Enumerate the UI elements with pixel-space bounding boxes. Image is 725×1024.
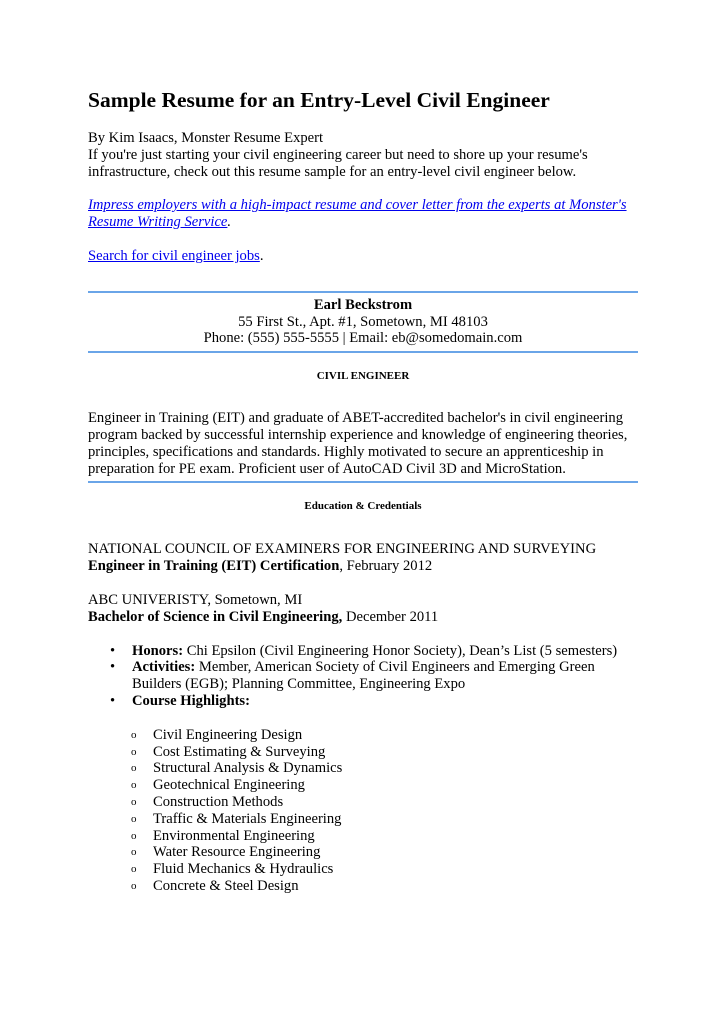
- circle-bullet-icon: o: [131, 863, 137, 876]
- course-item: [88, 861, 638, 878]
- course-item: [88, 828, 638, 845]
- candidate-phone-email: Phone: (555) 555-5555 | Email: eb@somedomain.com: [203, 330, 523, 347]
- course-name: Environmental Engineering: [153, 827, 315, 844]
- course-name: Geotechnical Engineering: [153, 777, 305, 794]
- course-name: Water Resource Engineering: [153, 844, 321, 861]
- circle-bullet-icon: o: [131, 762, 137, 775]
- course-name: Civil Engineering Design: [153, 726, 303, 743]
- course-name: Construction Methods: [153, 793, 284, 810]
- honors-item: [88, 643, 638, 660]
- course-name: Traffic & Materials Engineering: [153, 810, 342, 827]
- circle-bullet-icon: o: [131, 728, 137, 741]
- promo-paragraph: [88, 197, 638, 231]
- objective-summary: Engineer in Training (EIT) and graduate of ABET-accredited bachelor's in civil engineering program backed by successful internship experience and knowledge of engineering theories, principles, specifications and standards. Highly motivated to secure an apprenticeship in preparation for PE exam. Proficient user of AutoCAD Civil 3D and MicroStation.: [88, 410, 628, 477]
- circle-bullet-icon: o: [131, 829, 137, 842]
- degree-line: [88, 609, 638, 626]
- education-heading: Education & Credentials: [304, 500, 422, 513]
- degree-date: December 2011: [342, 608, 439, 625]
- circle-bullet-icon: o: [131, 779, 137, 792]
- page-title: Sample Resume for an Entry-Level Civil Engineer: [88, 88, 550, 112]
- circle-bullet-icon: o: [131, 879, 137, 892]
- course-item: [88, 794, 638, 811]
- search-paragraph: [88, 248, 638, 265]
- bullet-icon: •: [110, 692, 116, 709]
- course-name: Fluid Mechanics & Hydraulics: [153, 861, 334, 878]
- course-item: [88, 811, 638, 828]
- course-item: [88, 727, 638, 744]
- circle-bullet-icon: o: [131, 812, 137, 825]
- resume-document: [88, 86, 638, 895]
- bullet-icon: •: [110, 642, 116, 659]
- activities-text: Member, American Society of Civil Engineers and Emerging Green Builders (EGB); Planning Committee, Engineering Expo: [132, 659, 595, 693]
- candidate-name: Earl Beckstrom: [313, 296, 413, 313]
- honors-label: Honors:: [132, 642, 184, 659]
- education-bullets: [88, 643, 638, 710]
- school-name: ABC UNIVERISTY, Sometown, MI: [88, 591, 303, 608]
- course-item: [88, 760, 638, 777]
- degree-title: Bachelor of Science in Civil Engineering,: [88, 608, 343, 625]
- resume-writing-service-link[interactable]: Impress employers with a high-impact resume and cover letter from the experts at Monster's Resume Writing Service: [88, 197, 627, 231]
- course-name: Cost Estimating & Surveying: [153, 743, 326, 760]
- course-item: [88, 844, 638, 861]
- honors-text: Chi Epsilon (Civil Engineering Honor Society), Dean’s List (5 semesters): [183, 642, 618, 659]
- bullet-icon: •: [110, 659, 116, 676]
- courses-item: [88, 693, 638, 710]
- objective-heading: CIVIL ENGINEER: [316, 370, 410, 383]
- activities-item: [88, 659, 638, 693]
- circle-bullet-icon: o: [131, 846, 137, 859]
- activities-label: Activities:: [132, 659, 196, 676]
- search-suffix: .: [259, 247, 264, 264]
- byline: By Kim Isaacs, Monster Resume Expert: [88, 130, 324, 146]
- courses-label: Course Highlights:: [132, 692, 250, 709]
- cert-organization: NATIONAL COUNCIL OF EXAMINERS FOR ENGINEERING AND SURVEYING: [88, 541, 597, 558]
- cert-line: [88, 558, 638, 575]
- circle-bullet-icon: o: [131, 795, 137, 808]
- course-name: Concrete & Steel Design: [153, 877, 299, 894]
- promo-suffix: .: [227, 214, 232, 231]
- intro-paragraph: If you're just starting your civil engineering career but need to shore up your resume's infrastructure, check out this resume sample for an entry-level civil engineer below.: [88, 146, 588, 180]
- circle-bullet-icon: o: [131, 745, 137, 758]
- cert-date: , February 2012: [339, 558, 433, 575]
- course-item: [88, 744, 638, 761]
- cert-title: Engineer in Training (EIT) Certification: [88, 558, 340, 575]
- course-name: Structural Analysis & Dynamics: [153, 760, 343, 777]
- course-item: [88, 777, 638, 794]
- search-jobs-link[interactable]: Search for civil engineer jobs: [88, 247, 260, 264]
- course-list: [88, 727, 638, 895]
- candidate-address: 55 First St., Apt. #1, Sometown, MI 48103: [238, 313, 488, 330]
- course-item: [88, 878, 638, 895]
